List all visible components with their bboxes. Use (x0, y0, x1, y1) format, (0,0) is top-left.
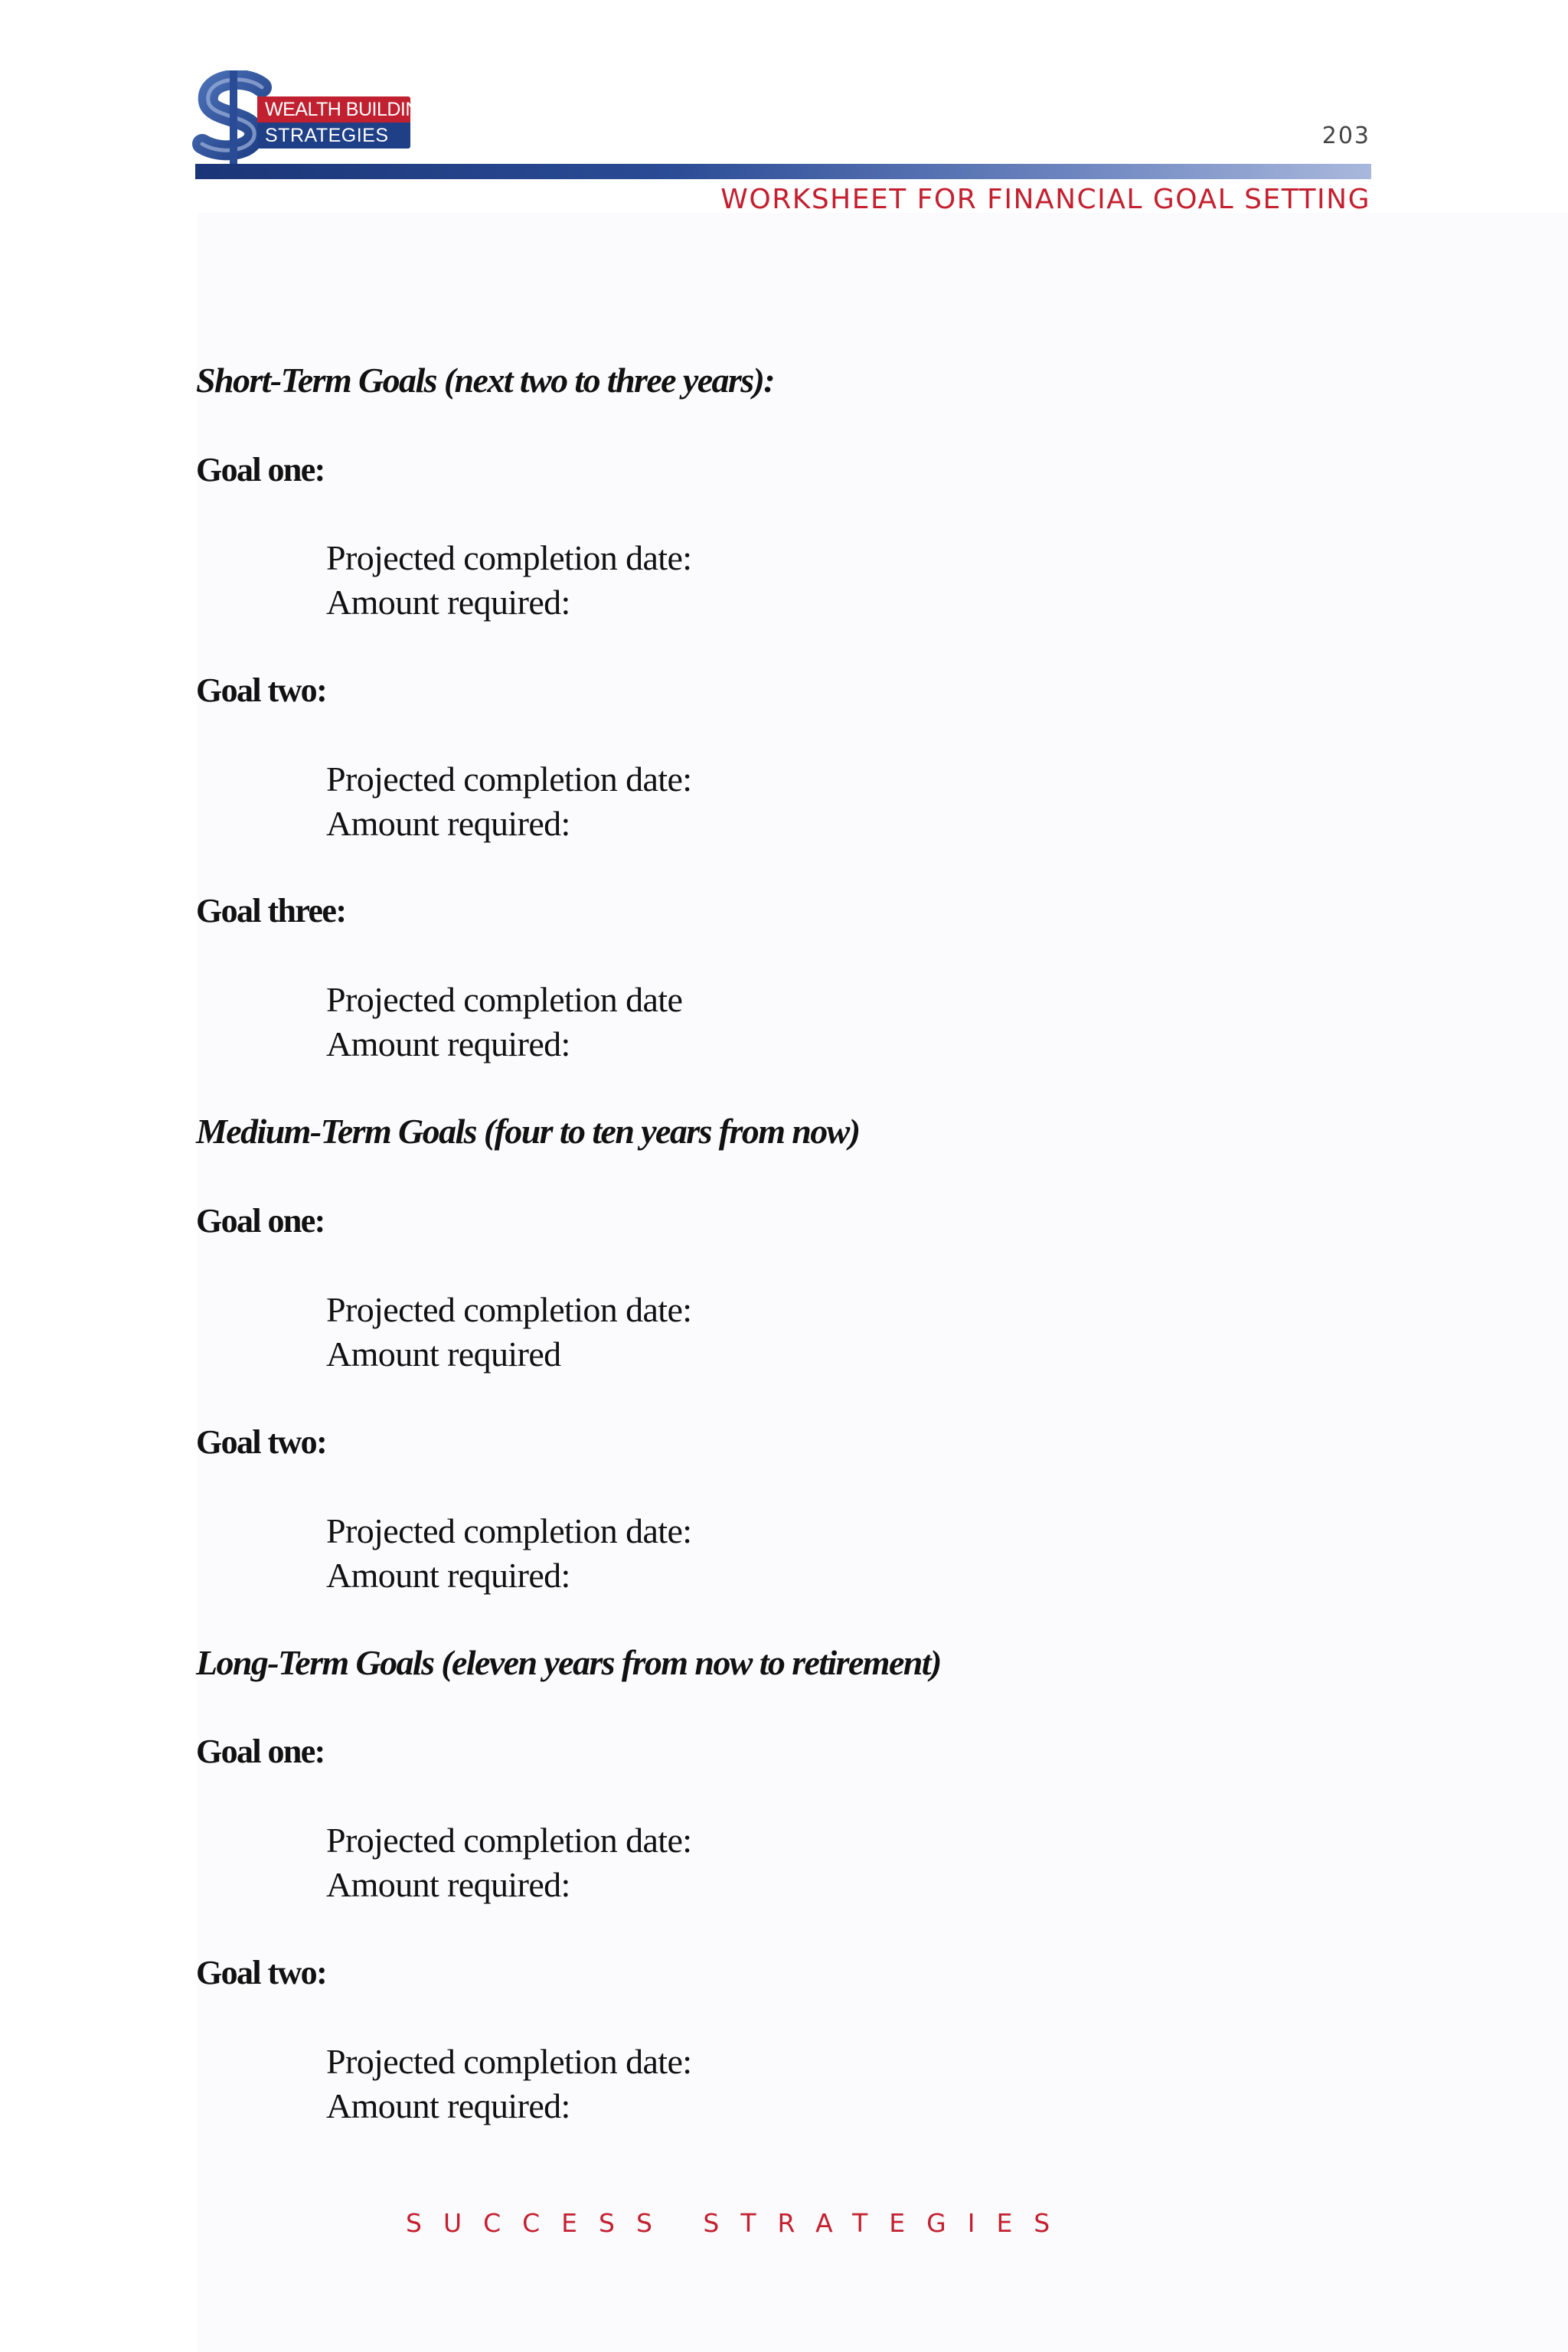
medium-goal-one-amount: Amount required (326, 1334, 561, 1374)
logo-text-bottom: STRATEGIES (265, 125, 389, 146)
medium-goal-two-date: Projected completion date: (326, 1511, 692, 1550)
short-goal-one-amount: Amount required: (326, 583, 570, 622)
short-goal-two-date: Projected completion date: (326, 760, 692, 799)
content-panel (198, 213, 1568, 2352)
long-goal-one-amount: Amount required: (326, 1865, 570, 1904)
short-goal-three-label: Goal three: (196, 892, 346, 929)
short-goal-three-date: Projected completion date (326, 980, 683, 1019)
short-goal-one-label: Goal one: (196, 451, 325, 488)
medium-goal-one-date: Projected completion date: (326, 1290, 692, 1329)
brand-logo (191, 64, 467, 168)
logo-text-top: WEALTH BUILDING (265, 99, 433, 120)
page-title: WORKSHEET FOR FINANCIAL GOAL SETTING (720, 184, 1370, 215)
medium-term-heading: Medium-Term Goals (four to ten years from now) (196, 1112, 860, 1151)
medium-goal-two-amount: Amount required: (326, 1556, 570, 1595)
long-goal-two-date: Projected completion date: (326, 2042, 692, 2081)
long-term-heading: Long-Term Goals (eleven years from now to retirement) (196, 1643, 941, 1682)
short-goal-two-amount: Amount required: (326, 804, 570, 843)
short-goal-three-amount: Amount required: (326, 1024, 570, 1063)
medium-goal-two-label: Goal two: (196, 1423, 327, 1461)
long-goal-one-label: Goal one: (196, 1733, 325, 1770)
header-rule (195, 164, 1371, 179)
long-goal-one-date: Projected completion date: (326, 1821, 692, 1860)
short-goal-two-label: Goal two: (196, 671, 327, 709)
long-goal-two-amount: Amount required: (326, 2086, 570, 2125)
long-goal-two-label: Goal two: (196, 1954, 327, 1991)
page-number: 203 (1321, 122, 1370, 149)
footer-tagline: SUCCESS STRATEGIES (406, 2208, 1072, 2238)
short-goal-one-date: Projected completion date: (326, 538, 692, 577)
short-term-heading: Short-Term Goals (next two to three years): (196, 361, 774, 400)
medium-goal-one-label: Goal one: (196, 1202, 325, 1240)
